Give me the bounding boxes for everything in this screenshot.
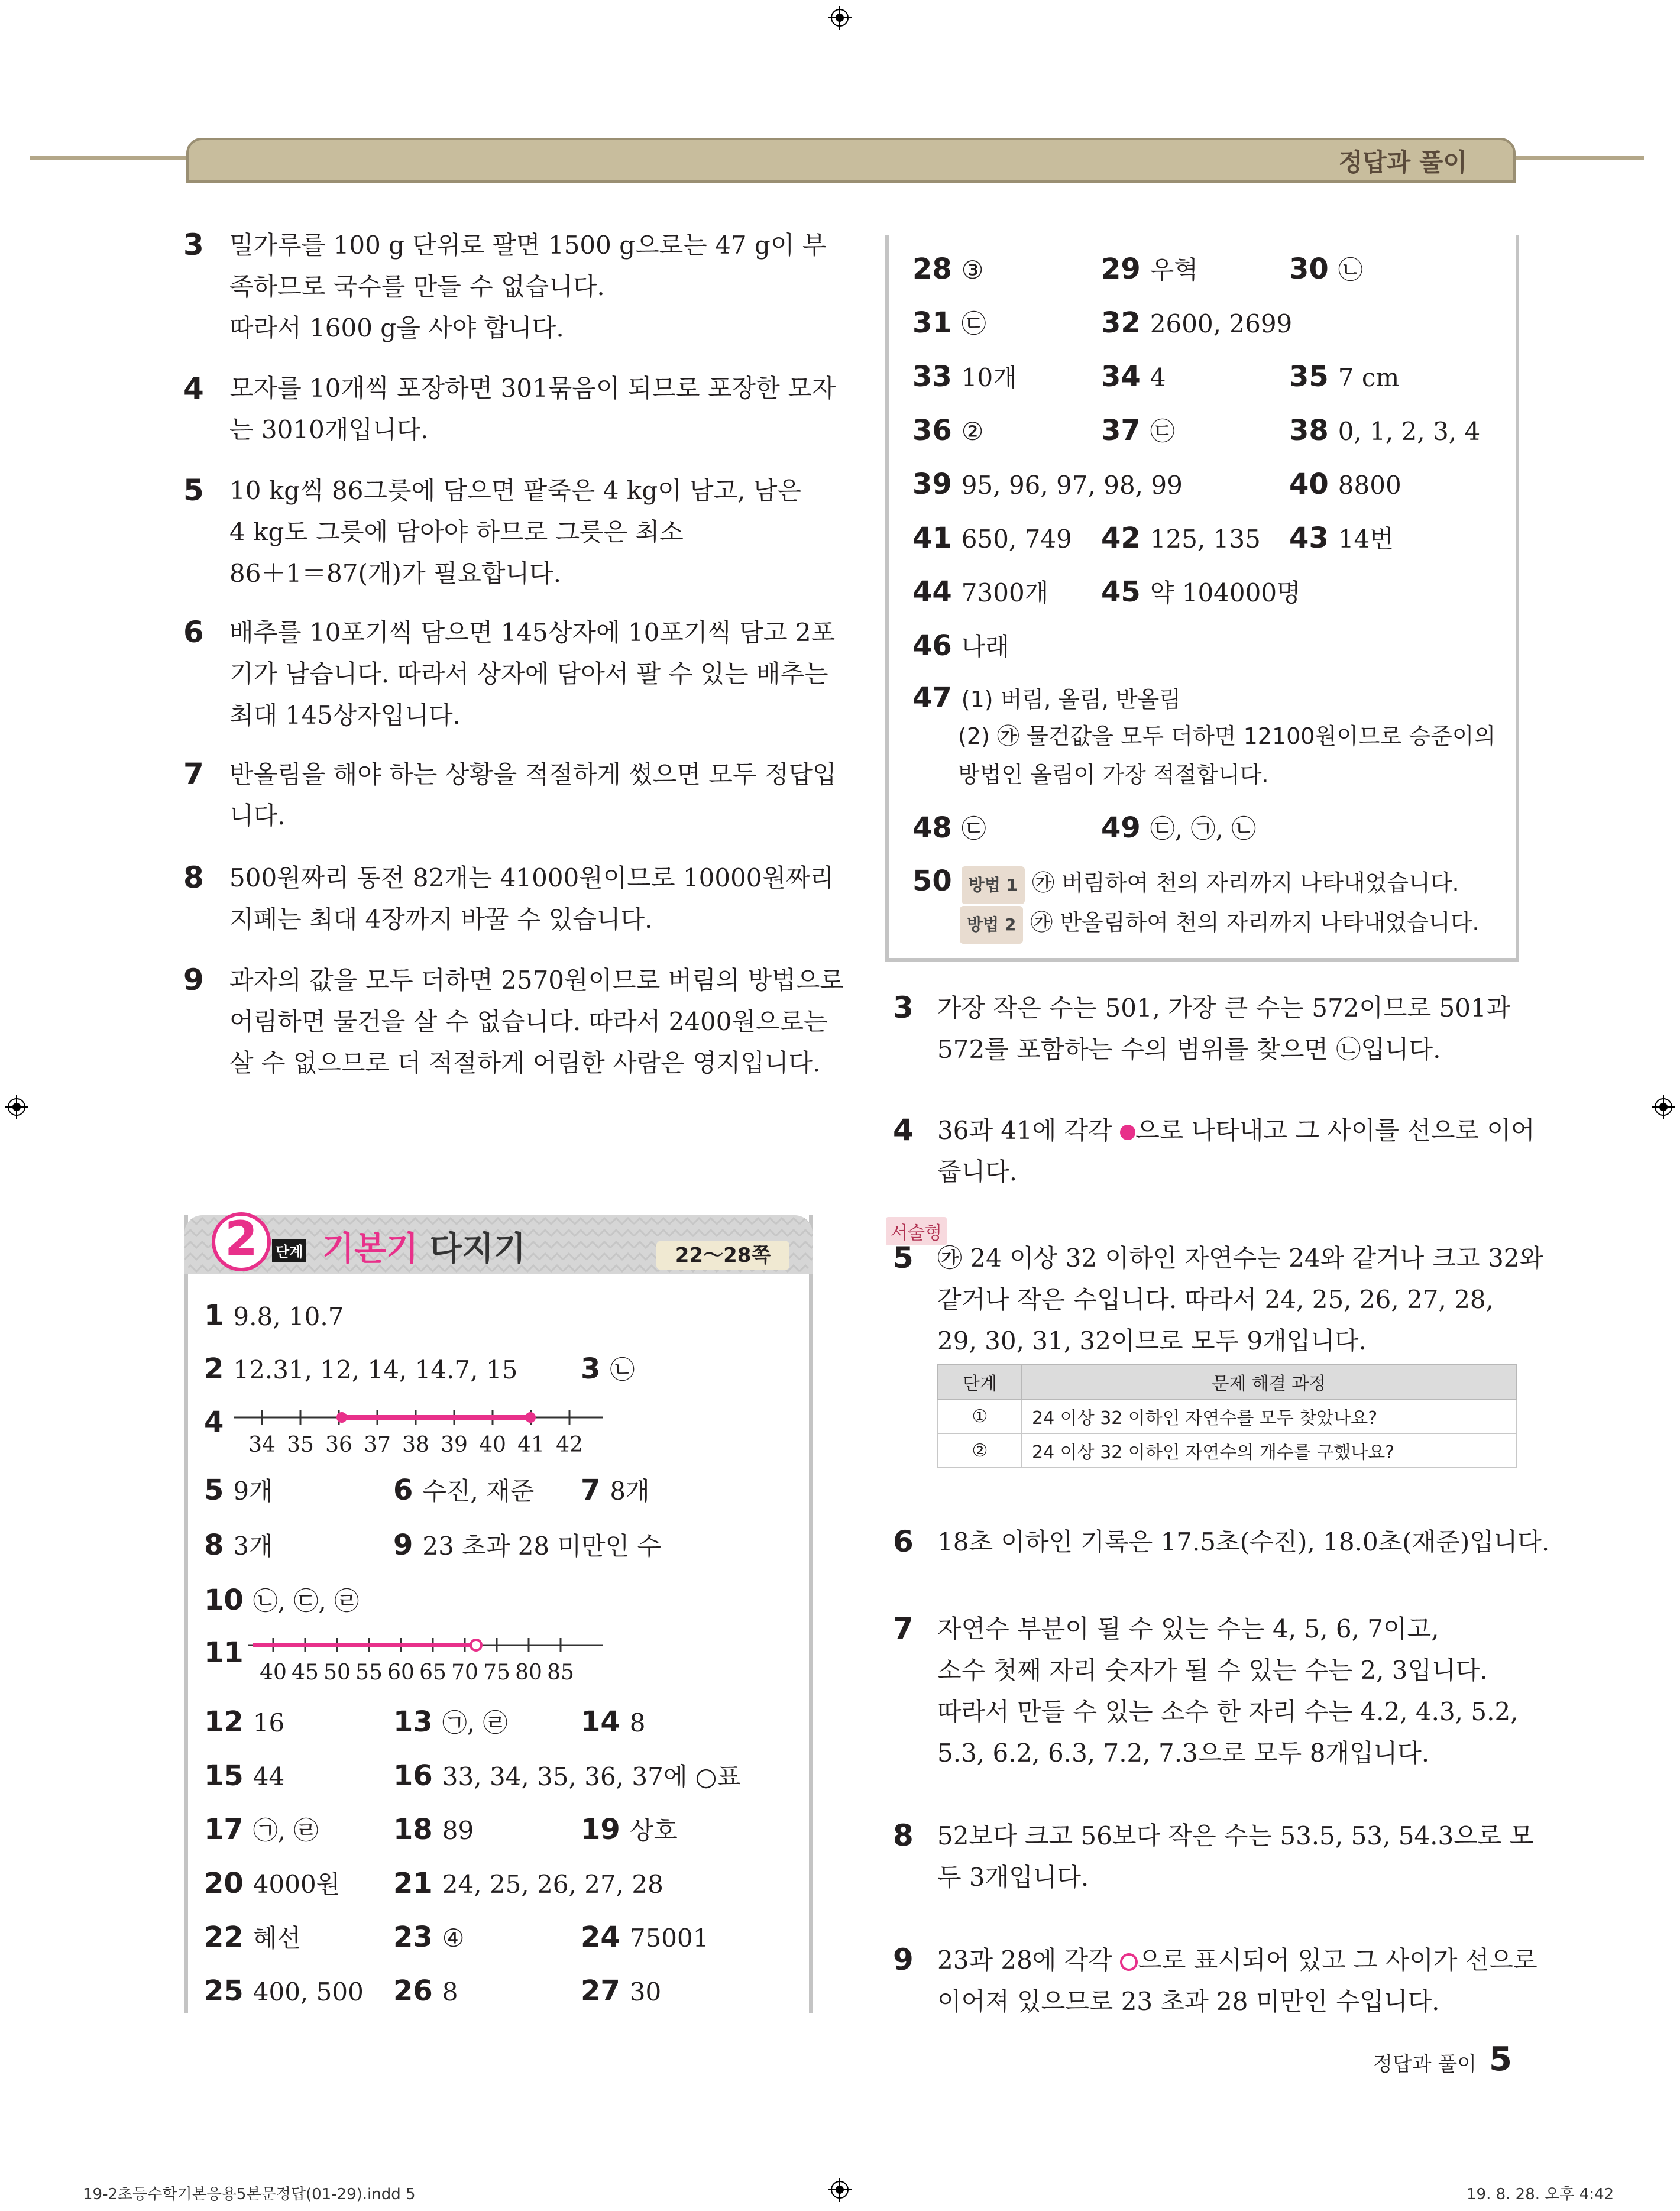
- problem-number: 3: [893, 990, 914, 1025]
- number-line-11: [248, 1632, 615, 1691]
- filled-dot-icon: [1120, 1125, 1135, 1140]
- number-line-tick-label: 39: [441, 1433, 468, 1457]
- number-line-tick-label: 41: [517, 1433, 545, 1457]
- answer-item: 29 우혁: [1101, 252, 1198, 286]
- solution-text: 모자를 10개씩 포장하면 301묶음이 되므로 포장한 모자 는 3010개입니다.: [229, 374, 836, 444]
- answer-item: 35 7 cm: [1289, 360, 1400, 393]
- table-row: [938, 1399, 1516, 1433]
- stage-number: 2: [225, 1211, 258, 1266]
- answer-item: 15 44: [204, 1759, 285, 1792]
- answer-item: 38 0, 1, 2, 3, 4: [1289, 414, 1481, 447]
- range-endpoint-open: [471, 1640, 481, 1650]
- answer-item: 30 ㉡: [1289, 252, 1363, 286]
- solution-text: 10 kg씩 86그릇에 담으면 팥죽은 4 kg이 남고, 남은 4 kg도 그릇에 담아야 하므로 그릇은 최소 86＋1＝87(개)가 필요합니다.: [229, 476, 802, 588]
- table-cell: ②: [938, 1433, 1022, 1468]
- number-line-4: [234, 1404, 612, 1464]
- answer-item: 28 ③: [912, 252, 984, 286]
- stage-title: 기본기 다지기: [322, 1230, 526, 1268]
- answer-item: 20 4000원: [204, 1867, 341, 1900]
- registration-mark-icon: [1652, 1095, 1675, 1119]
- number-line-tick-label: 65: [419, 1660, 446, 1685]
- answer-item: 17 ㉠, ㉣: [204, 1813, 319, 1846]
- answer-item: 33 10개: [912, 360, 1017, 393]
- number-line-tick-label: 37: [364, 1433, 391, 1457]
- solution-text: 36과 41에 각각 으로 나타내고 그 사이를 선으로 이어 줍니다.: [937, 1116, 1535, 1186]
- answer-item: 3 ㉡: [581, 1352, 635, 1385]
- answer-item: 6 수진, 재준: [393, 1474, 535, 1507]
- registration-mark-icon: [5, 1095, 28, 1119]
- answer-item: 25 400, 500: [204, 1974, 364, 2008]
- header-band: [186, 138, 1516, 183]
- footer-label: 정답과 풀이: [1373, 2053, 1477, 2076]
- table-row: [938, 1433, 1516, 1468]
- problem-number: 9: [183, 963, 204, 997]
- problem-number: 4: [893, 1113, 914, 1147]
- range-endpoint-filled: [525, 1412, 536, 1423]
- problem-number: 7: [183, 757, 204, 791]
- answer-item: 23 ④: [393, 1921, 465, 1954]
- answer-item: 41 650, 749: [912, 522, 1072, 555]
- number-line-tick-label: 45: [292, 1660, 319, 1685]
- table-header: 단계: [938, 1365, 1022, 1399]
- answer-item: 21 24, 25, 26, 27, 28: [393, 1867, 663, 1900]
- answer-item: 32 2600, 2699: [1101, 306, 1293, 339]
- number-line-tick-label: 85: [547, 1660, 574, 1685]
- solution-text: 자연수 부분이 될 수 있는 수는 4, 5, 6, 7이고, 소수 첫째 자리 숫자가 될 수 있는 수는 2, 3입니다. 따라서 만들 수 있는 소수 한 자리 수는 4.2, 4.3, 5.2, 5.3, 6.2, 6.3, 7.2, 7.3으로 모두 8개입니다.: [937, 1614, 1519, 1767]
- problem-number: 8: [183, 860, 204, 895]
- solution-text: 밀가루를 100 g 단위로 팔면 1500 g으로는 47 g이 부 족하므로 국수를 만들 수 없습니다. 따라서 1600 g을 사야 합니다.: [229, 231, 827, 342]
- answer-item: 34 4: [1101, 360, 1166, 393]
- number-line-tick-label: 40: [479, 1433, 506, 1457]
- answer-item: 47 (1) 버림, 올림, 반올림: [912, 681, 1181, 714]
- answer-item: 10 ㉡, ㉢, ㉣: [204, 1584, 360, 1617]
- table-cell: 24 이상 32 이하인 자연수의 개수를 구했나요?: [1022, 1433, 1516, 1468]
- answer-item: 7 8개: [581, 1474, 650, 1507]
- answer-item: 11: [204, 1636, 244, 1669]
- number-line-tick-label: 60: [387, 1660, 415, 1685]
- solution-text: 23과 28에 각각 으로 표시되어 있고 그 사이가 선으로 이어져 있으므로 23 초과 28 미만인 수입니다.: [937, 1945, 1537, 2016]
- solution-text: 52보다 크고 56보다 작은 수는 53.5, 53, 54.3으로 모 두 3개입니다.: [937, 1821, 1534, 1892]
- number-line-tick-label: 55: [355, 1660, 383, 1685]
- footer-filename: 19-2초등수학기본응용5본문정답(01-29).indd 5: [83, 2186, 416, 2203]
- open-circle-icon: [1120, 1953, 1138, 1971]
- method-2-tag: 방법 2: [960, 906, 1023, 944]
- answer-item: 8 3개: [204, 1529, 273, 1562]
- grading-table: [937, 1364, 1517, 1468]
- footer-date: 19. 8. 28. 오후 4:42: [1467, 2186, 1614, 2203]
- table-header: 문제 해결 과정: [1022, 1365, 1516, 1399]
- answer-item: 1 9.8, 10.7: [204, 1299, 344, 1332]
- answer-item: 36 ②: [912, 414, 984, 447]
- answer-50-line2: [960, 905, 1479, 944]
- answer-item: 48 ㉢: [912, 811, 986, 844]
- number-line-tick-label: 80: [515, 1660, 542, 1685]
- problem-number: 5: [183, 473, 204, 507]
- answer-item: 27 30: [581, 1974, 662, 2008]
- answer-item: 31 ㉢: [912, 306, 986, 339]
- answer-item: 26 8: [393, 1974, 458, 2008]
- solution-text: 과자의 값을 모두 더하면 2570원이므로 버림의 방법으로 어림하면 물건을 살 수 없습니다. 따라서 2400원으로는 살 수 없으므로 더 적절하게 어림한 사람은 영지입니다.: [229, 966, 844, 1077]
- registration-mark-icon: [828, 6, 852, 30]
- answer-item: 13 ㉠, ㉣: [393, 1705, 508, 1739]
- answer-item: 14 8: [581, 1705, 646, 1739]
- number-line-tick-label: 50: [323, 1660, 351, 1685]
- table-cell: 24 이상 32 이하인 자연수를 모두 찾았나요?: [1022, 1399, 1516, 1433]
- answer-47-line2: (2) ㉮ 물건값을 모두 더하면 12100원이므로 승준이의: [958, 723, 1496, 749]
- answer-47-line3: 방법인 올림이 가장 적절합니다.: [958, 762, 1269, 788]
- answer-item: 39 95, 96, 97, 98, 99: [912, 468, 1183, 501]
- answer-item: 42 125, 135: [1101, 522, 1261, 555]
- problem-number: 5: [893, 1241, 914, 1275]
- number-line-tick-label: 35: [287, 1433, 314, 1457]
- number-line-tick-label: 36: [325, 1433, 352, 1457]
- number-line-tick-label: 42: [556, 1433, 583, 1457]
- problem-number: 8: [893, 1818, 914, 1853]
- problem-number: 4: [183, 371, 204, 406]
- answer-item: 16 33, 34, 35, 36, 37에 ○표: [393, 1759, 741, 1792]
- problem-number: 7: [893, 1611, 914, 1646]
- answer-item: 43 14번: [1289, 522, 1394, 555]
- problem-number: 6: [893, 1524, 914, 1559]
- essay-type-tag: 서술형: [886, 1217, 947, 1245]
- solution-text: ㉮ 24 이상 32 이하인 자연수는 24와 같거나 크고 32와 같거나 작은 수입니다. 따라서 24, 25, 26, 27, 28, 29, 30, 31, 32이므로 모두 9개입니다.: [937, 1244, 1544, 1355]
- method-1-tag: 방법 1: [962, 866, 1025, 904]
- method-2-text: ㉮ 반올림하여 천의 자리까지 나타내었습니다.: [1030, 909, 1480, 935]
- solution-text: 500원짜리 동전 82개는 41000원이므로 10000원짜리 지폐는 최대 4장까지 바꿀 수 있습니다.: [229, 863, 834, 934]
- page-range-tag: 22～28쪽: [656, 1241, 789, 1270]
- header-title: 정답과 풀이: [1338, 148, 1467, 177]
- answer-item: 12 16: [204, 1705, 285, 1739]
- problem-number: 3: [183, 228, 204, 262]
- answer-item: 24 75001: [581, 1921, 709, 1954]
- range-endpoint-filled: [336, 1412, 347, 1423]
- answer-item: 19 상호: [581, 1813, 678, 1846]
- solution-text: 배추를 10포기씩 담으면 145상자에 10포기씩 담고 2포 기가 남습니다. 따라서 상자에 담아서 팔 수 있는 배추는 최대 145상자입니다.: [229, 618, 836, 730]
- table-header-row: [938, 1365, 1516, 1399]
- answer-item: 40 8800: [1289, 468, 1401, 501]
- answer-item: 46 나래: [912, 629, 1009, 662]
- answer-item: 5 9개: [204, 1474, 273, 1507]
- problem-number: 9: [893, 1943, 914, 1977]
- answer-item: 18 89: [393, 1813, 474, 1846]
- number-line-tick-label: 38: [402, 1433, 429, 1457]
- answer-item: 2 12.31, 12, 14, 14.7, 15: [204, 1352, 518, 1385]
- answer-item: 37 ㉢: [1101, 414, 1175, 447]
- problem-number: 6: [183, 615, 204, 649]
- answer-item: 50 방법 1 ㉮ 버림하여 천의 자리까지 나타내었습니다.: [912, 863, 1459, 904]
- number-line-tick-label: 34: [248, 1433, 276, 1457]
- number-line-tick-label: 75: [483, 1660, 510, 1685]
- answer-item: 4: [204, 1406, 224, 1439]
- solution-text: 18초 이하인 기록은 17.5초(수진), 18.0초(재준)입니다.: [937, 1527, 1550, 1556]
- number-line-tick-label: 70: [451, 1660, 478, 1685]
- registration-mark-icon: [828, 2178, 852, 2202]
- table-cell: ①: [938, 1399, 1022, 1433]
- answer-item: 45 약 104000명: [1101, 575, 1301, 608]
- page-number: 5: [1489, 2040, 1512, 2079]
- answer-item: 44 7300개: [912, 575, 1049, 608]
- solution-text: 가장 작은 수는 501, 가장 큰 수는 572이므로 501과 572를 포함하는 수의 범위를 찾으면 ㉡입니다.: [937, 993, 1511, 1064]
- answer-item: 49 ㉢, ㉠, ㉡: [1101, 811, 1257, 844]
- method-1-text: ㉮ 버림하여 천의 자리까지 나타내었습니다.: [1032, 870, 1459, 896]
- answer-item: 9 23 초과 28 미만인 수: [393, 1529, 662, 1562]
- answer-item: 22 혜선: [204, 1921, 301, 1954]
- solution-text: 반올림을 해야 하는 상황을 적절하게 썼으면 모두 정답입 니다.: [229, 760, 837, 830]
- stage-tag: 단계: [272, 1239, 306, 1262]
- number-line-tick-label: 40: [260, 1660, 287, 1685]
